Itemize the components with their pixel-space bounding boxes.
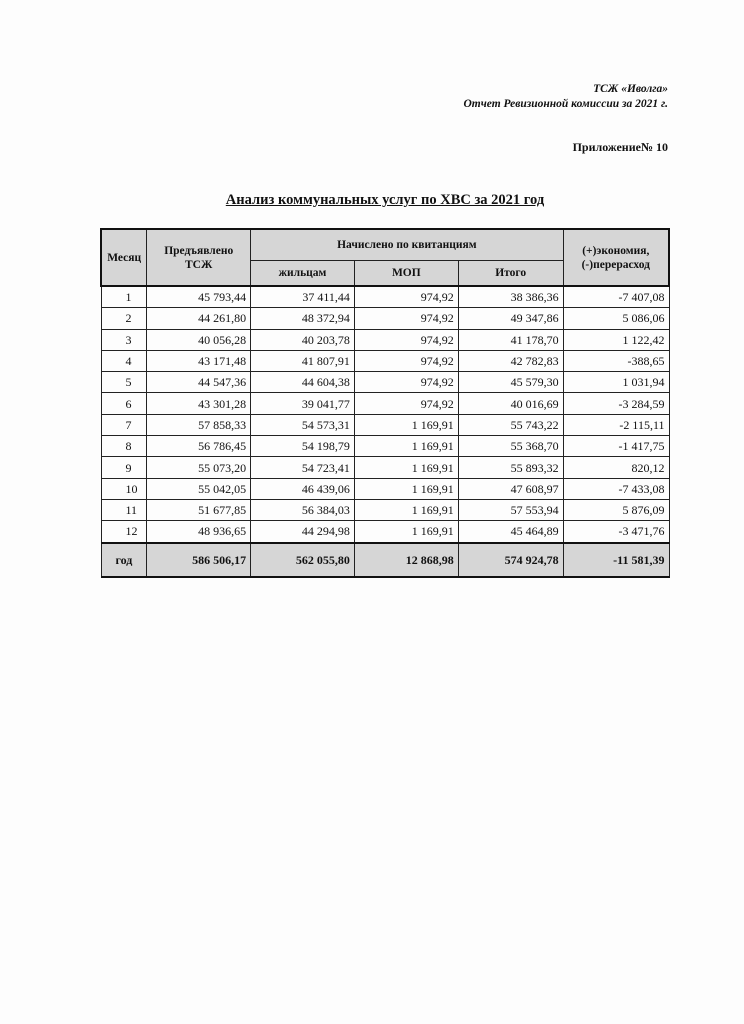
total-economy-cell: -11 581,39 (563, 543, 669, 577)
total-cell: 40 016,69 (458, 393, 563, 414)
residents-cell: 40 203,78 (251, 329, 355, 350)
mop-cell: 1 169,91 (354, 457, 458, 478)
economy-cell: 5 086,06 (563, 308, 669, 329)
residents-cell: 44 604,38 (251, 372, 355, 393)
year-total-row (101, 543, 669, 577)
total-mop-cell: 12 868,98 (354, 543, 458, 577)
month-cell: 3 (101, 329, 147, 350)
mop-cell: 1 169,91 (354, 414, 458, 435)
table-row (101, 329, 669, 350)
mop-cell: 974,92 (354, 372, 458, 393)
table-row (101, 414, 669, 435)
table-body (101, 286, 669, 543)
month-cell: 11 (101, 499, 147, 520)
tsj-cell: 48 936,65 (147, 521, 251, 543)
table-row (101, 393, 669, 414)
table-row (101, 436, 669, 457)
table-row (101, 286, 669, 308)
tsj-cell: 55 073,20 (147, 457, 251, 478)
total-total-cell: 574 924,78 (458, 543, 563, 577)
total-cell: 41 178,70 (458, 329, 563, 350)
residents-cell: 46 439,06 (251, 478, 355, 499)
total-residents-cell: 562 055,80 (251, 543, 355, 577)
economy-cell: -3 471,76 (563, 521, 669, 543)
utilities-table (100, 228, 670, 578)
total-cell: 55 743,22 (458, 414, 563, 435)
residents-cell: 39 041,77 (251, 393, 355, 414)
mop-cell: 974,92 (354, 286, 458, 308)
month-cell: 5 (101, 372, 147, 393)
total-cell: 49 347,86 (458, 308, 563, 329)
appendix-label: Приложение№ 10 (572, 140, 668, 154)
economy-cell: -7 407,08 (563, 286, 669, 308)
header-economy: (+)экономия, (-)перерасход (563, 229, 669, 286)
tsj-cell: 57 858,33 (147, 414, 251, 435)
tsj-cell: 43 301,28 (147, 393, 251, 414)
tsj-cell: 44 261,80 (147, 308, 251, 329)
table-row (101, 499, 669, 520)
header-residents: жильцам (251, 261, 355, 287)
residents-cell: 41 807,91 (251, 350, 355, 371)
table-row (101, 308, 669, 329)
economy-cell: 820,12 (563, 457, 669, 478)
total-cell: 38 386,36 (458, 286, 563, 308)
total-cell: 55 893,32 (458, 457, 563, 478)
mop-cell: 974,92 (354, 350, 458, 371)
tsj-cell: 43 171,48 (147, 350, 251, 371)
table-row (101, 457, 669, 478)
total-cell: 57 553,94 (458, 499, 563, 520)
economy-cell: -3 284,59 (563, 393, 669, 414)
residents-cell: 44 294,98 (251, 521, 355, 543)
economy-cell: -2 115,11 (563, 414, 669, 435)
mop-cell: 1 169,91 (354, 436, 458, 457)
tsj-cell: 40 056,28 (147, 329, 251, 350)
total-tsj-cell: 586 506,17 (147, 543, 251, 577)
header-charged-group: Начислено по квитанциям (251, 229, 563, 261)
residents-cell: 54 573,31 (251, 414, 355, 435)
document-title: Анализ коммунальных услуг по ХВС за 2021 год (225, 192, 545, 208)
residents-cell: 48 372,94 (251, 308, 355, 329)
tsj-cell: 56 786,45 (147, 436, 251, 457)
total-cell: 45 579,30 (458, 372, 563, 393)
table-row (101, 521, 669, 543)
economy-cell: -388,65 (563, 350, 669, 371)
economy-cell: 1 031,94 (563, 372, 669, 393)
tsj-cell: 44 547,36 (147, 372, 251, 393)
total-month-cell: год (101, 543, 147, 577)
economy-cell: -7 433,08 (563, 478, 669, 499)
month-cell: 2 (101, 308, 147, 329)
residents-cell: 56 384,03 (251, 499, 355, 520)
total-cell: 47 608,97 (458, 478, 563, 499)
economy-cell: 1 122,42 (563, 329, 669, 350)
mop-cell: 1 169,91 (354, 521, 458, 543)
month-cell: 7 (101, 414, 147, 435)
table-row (101, 478, 669, 499)
header-mop: МОП (354, 261, 458, 287)
mop-cell: 1 169,91 (354, 499, 458, 520)
month-cell: 10 (101, 478, 147, 499)
mop-cell: 974,92 (354, 329, 458, 350)
total-cell: 42 782,83 (458, 350, 563, 371)
month-cell: 1 (101, 286, 147, 308)
header-tsj: Предъявлено ТСЖ (147, 229, 251, 286)
residents-cell: 37 411,44 (251, 286, 355, 308)
month-cell: 6 (101, 393, 147, 414)
residents-cell: 54 723,41 (251, 457, 355, 478)
tsj-cell: 51 677,85 (147, 499, 251, 520)
month-cell: 12 (101, 521, 147, 543)
tsj-cell: 55 042,05 (147, 478, 251, 499)
mop-cell: 974,92 (354, 393, 458, 414)
economy-cell: -1 417,75 (563, 436, 669, 457)
table-row (101, 372, 669, 393)
table-row (101, 350, 669, 371)
total-cell: 45 464,89 (458, 521, 563, 543)
month-cell: 4 (101, 350, 147, 371)
header-month: Месяц (101, 229, 147, 286)
header-total: Итого (458, 261, 563, 287)
organization-name: ТСЖ «Иволга» (593, 83, 668, 95)
report-name: Отчет Ревизионной комиссии за 2021 г. (463, 98, 668, 110)
residents-cell: 54 198,79 (251, 436, 355, 457)
month-cell: 9 (101, 457, 147, 478)
mop-cell: 1 169,91 (354, 478, 458, 499)
mop-cell: 974,92 (354, 308, 458, 329)
economy-cell: 5 876,09 (563, 499, 669, 520)
tsj-cell: 45 793,44 (147, 286, 251, 308)
month-cell: 8 (101, 436, 147, 457)
total-cell: 55 368,70 (458, 436, 563, 457)
